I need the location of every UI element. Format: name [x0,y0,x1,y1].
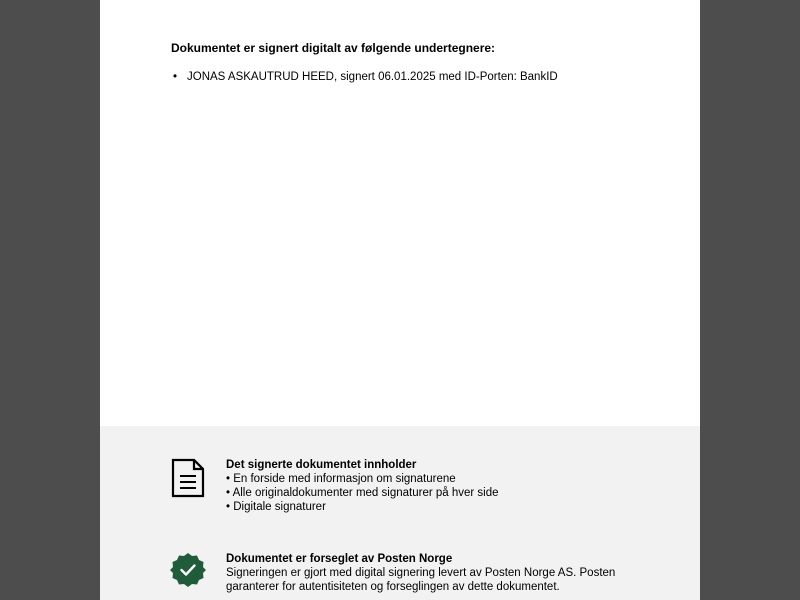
signers-list [171,70,558,84]
contents-title: Det signerte dokumentet innholder [226,459,417,471]
signer-item [171,70,558,84]
seal-description: Signeringen er gjort med digital signering levert av Posten Norge AS. Posten [226,567,616,579]
bullet: • [173,71,178,83]
signers-heading: Dokumentet er signert digitalt av følgende undertegnere: [171,41,496,55]
contents-item: • En forside med informasjon om signaturene [226,473,456,485]
contents-item: • Digitale signaturer [226,501,326,513]
verified-seal-icon [170,552,206,592]
seal-title: Dokumentet er forseglet av Posten Norge [226,553,453,565]
seal-text [226,552,646,594]
signer-text: JONAS ASKAUTRUD HEED, signert 06.01.2025 med ID-Porten: BankID [187,71,558,83]
document-footer [100,426,700,600]
seal-info [170,552,640,600]
document-icon [170,458,206,498]
contents-info [170,458,640,518]
contents-item: • Alle originaldokumenter med signaturer på hver side [226,487,499,499]
contents-text [226,458,646,514]
seal-description: garanterer for autentisiteten og forseglingen av dette dokumentet. [226,581,560,593]
document-page [100,0,700,600]
